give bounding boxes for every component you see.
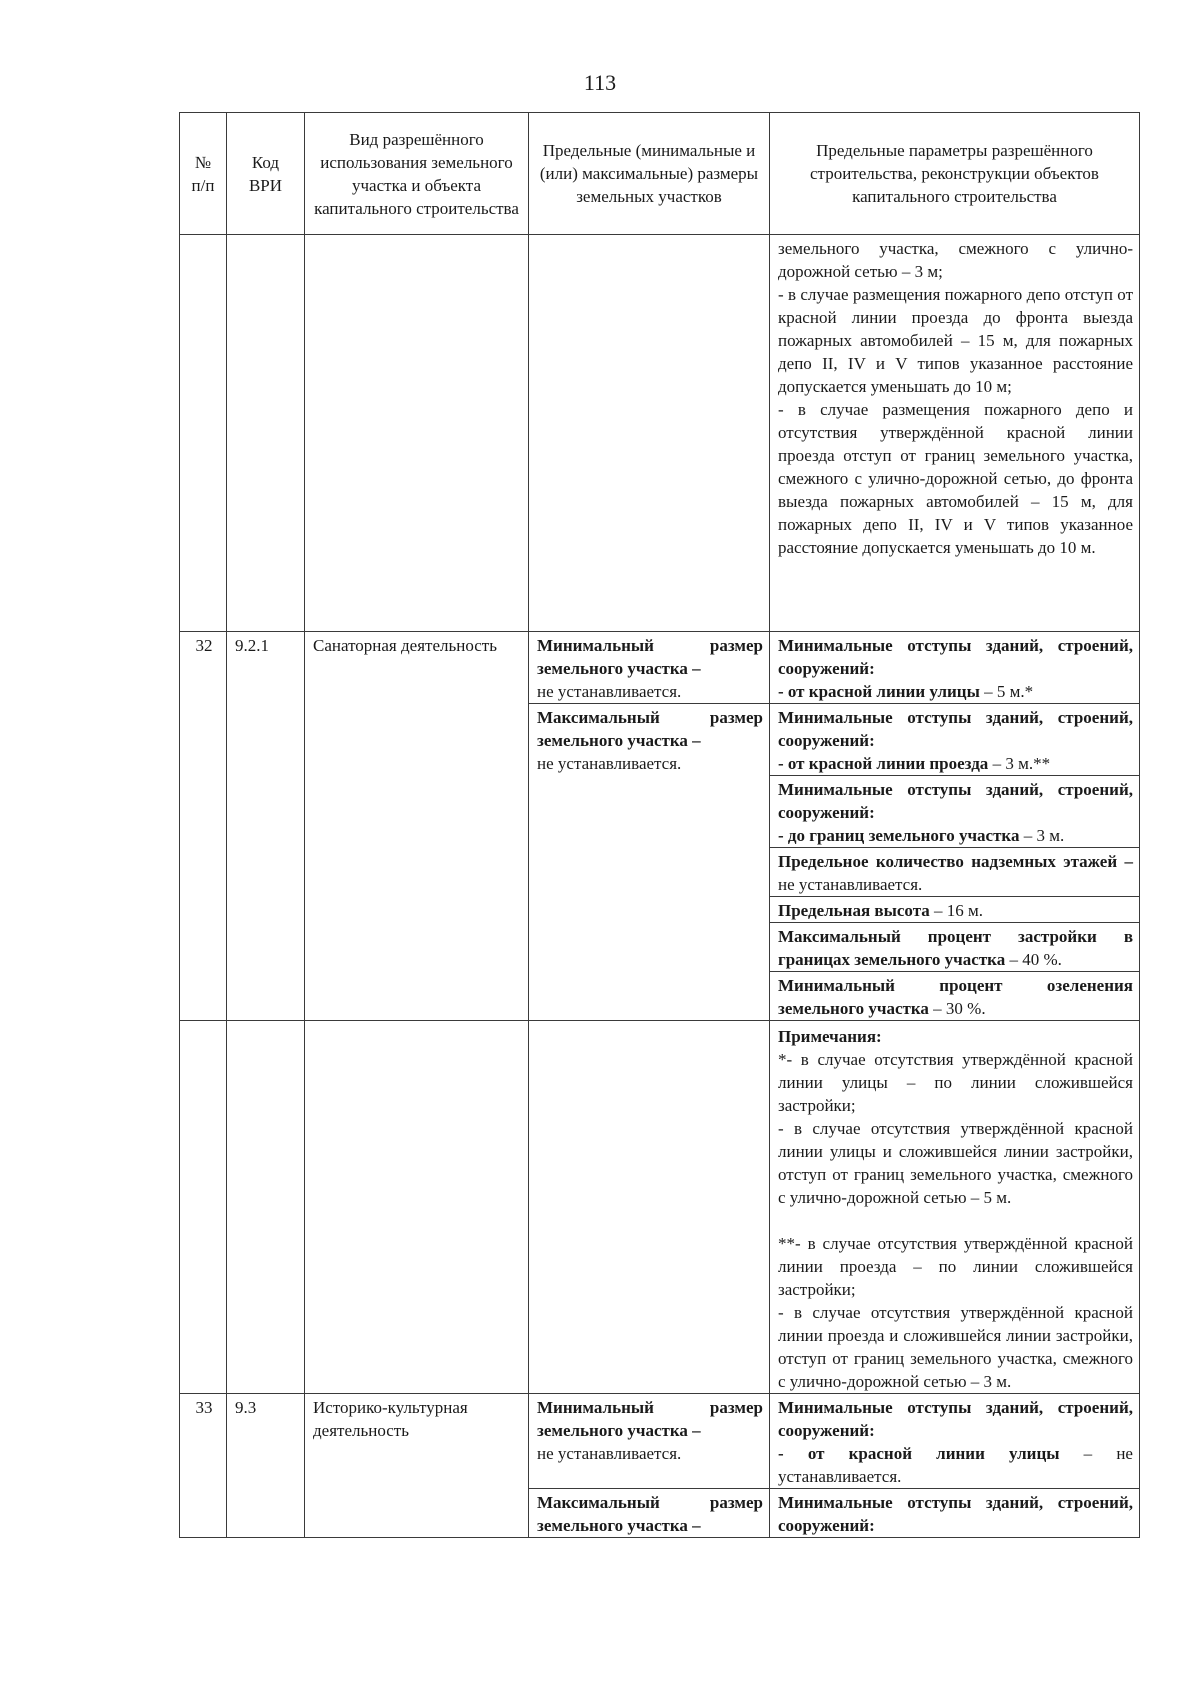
param-cell: Минимальный процент озеленения земельного участка – 30 %. (770, 972, 1140, 1021)
continuation-line: - в случае размещения пожарного депо и отсутствия утверждённой красной линии проезда отступ от границ земельного участка, смежного с улично-дорожной сетью, до фронта выезда пожарных автомобилей – 15 м, для пожарных депо II, IV и V типов указанное расстояние допускается уменьшать до 10 м. (778, 400, 1133, 557)
min-size-label: Минимальный размер земельного участка – (537, 636, 763, 678)
table-row-32-notes (180, 1021, 1140, 1394)
max-size-label: Максимальный размер земельного участка – (537, 1493, 763, 1535)
row-code: 9.3 (227, 1394, 305, 1538)
page-number: 113 (583, 70, 617, 95)
note-line: - в случае отсутствия утверждённой красной линии проезда и сложившейся линии застройки, отступ от границ земельного участка, смежного с улично-дорожной сетью – 3 м. (778, 1303, 1133, 1391)
max-size-cell (529, 1489, 770, 1538)
param-cell: Минимальные отступы зданий, строений, сооружений: (770, 1489, 1140, 1538)
header-sizes: Предельные (минимальные и (или) максимальные) размеры земельных участков (529, 113, 770, 235)
param-cell: Предельная высота – 16 м. (770, 897, 1140, 923)
param-cell: Предельное количество надземных этажей – не устанавливается. (770, 848, 1140, 897)
max-size-label: Максимальный размер земельного участка – (537, 708, 763, 750)
notes-cell (770, 1021, 1140, 1394)
table-header-row (180, 113, 1140, 235)
min-size-cell (529, 632, 770, 704)
header-params: Предельные параметры разрешённого строительства, реконструкции объектов капитального строительства (770, 113, 1140, 235)
header-num: № п/п (180, 113, 227, 235)
continuation-cell (770, 235, 1140, 632)
header-code: Код ВРИ (227, 113, 305, 235)
row-code: 9.2.1 (227, 632, 305, 1021)
min-size-value: не устанавливается. (537, 682, 682, 701)
note-line: - в случае отсутствия утверждённой красной линии улицы и сложившейся линии застройки, отступ от границ земельного участка, смежного с улично-дорожной сетью – 5 м. (778, 1119, 1133, 1207)
regulations-table (179, 112, 1140, 1538)
param-cell: Максимальный процент застройки в границах земельного участка – 40 %. (770, 923, 1140, 972)
max-size-value: не устанавливается. (537, 754, 682, 773)
param-cell: Минимальные отступы зданий, строений, сооружений: - от красной линии улицы – 5 м.* (770, 632, 1140, 704)
param-cell: Минимальные отступы зданий, строений, сооружений: - от красной линии улицы – не устанавливается. (770, 1394, 1140, 1489)
table-row-32 (180, 632, 1140, 704)
note-line: **- в случае отсутствия утверждённой красной линии проезда – по линии сложившейся застройки; (778, 1234, 1133, 1299)
note-line: *- в случае отсутствия утверждённой красной линии улицы – по линии сложившейся застройки; (778, 1050, 1133, 1115)
header-kind: Вид разрешённого использования земельного участка и объекта капитального строительства (305, 113, 529, 235)
continuation-line: земельного участка, смежного с улично-дорожной сетью – 3 м; (778, 239, 1133, 281)
row-num: 33 (180, 1394, 227, 1538)
min-size-cell (529, 1394, 770, 1489)
notes-title: Примечания: (778, 1027, 882, 1046)
param-cell: Минимальные отступы зданий, строений, сооружений: - от красной линии проезда – 3 м.** (770, 704, 1140, 776)
row-kind: Санаторная деятельность (305, 632, 529, 1021)
table-row-continuation (180, 235, 1140, 632)
continuation-line: - в случае размещения пожарного депо отступ от красной линии проезда до фронта выезда пожарных автомобилей – 15 м, для пожарных депо II, IV и V типов указанное расстояние допускается уменьшать до 10 м; (778, 285, 1133, 396)
row-num: 32 (180, 632, 227, 1021)
min-size-value: не устанавливается. (537, 1444, 682, 1463)
max-size-cell (529, 704, 770, 1021)
param-cell: Минимальные отступы зданий, строений, сооружений: - до границ земельного участка – 3 м. (770, 776, 1140, 848)
min-size-label: Минимальный размер земельного участка – (537, 1398, 763, 1440)
table-row-33 (180, 1394, 1140, 1489)
row-kind: Историко-культурная деятельность (305, 1394, 529, 1538)
